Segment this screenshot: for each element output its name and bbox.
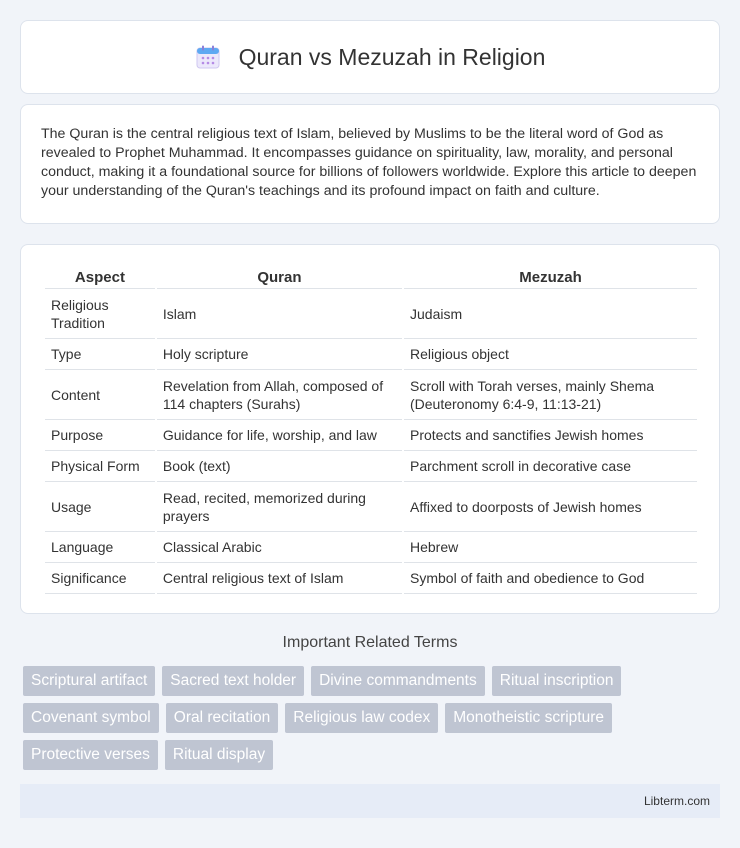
quran-cell: Central religious text of Islam <box>157 563 402 594</box>
quran-cell: Islam <box>157 289 402 339</box>
header-aspect: Aspect <box>45 265 155 289</box>
aspect-cell: Purpose <box>45 420 155 451</box>
term-tag[interactable]: Monotheistic scripture <box>445 703 612 733</box>
aspect-cell: Physical Form <box>45 451 155 482</box>
quran-cell: Read, recited, memorized during prayers <box>157 482 402 532</box>
quran-cell: Guidance for life, worship, and law <box>157 420 402 451</box>
aspect-cell: Religious Tradition <box>45 289 155 339</box>
table-header-row <box>45 265 697 289</box>
term-tag[interactable]: Divine commandments <box>311 666 485 696</box>
mezuzah-cell: Religious object <box>404 339 697 370</box>
quran-cell: Classical Arabic <box>157 532 402 563</box>
term-row <box>23 666 723 696</box>
header-quran: Quran <box>157 265 402 289</box>
aspect-cell: Content <box>45 370 155 420</box>
mezuzah-cell: Affixed to doorposts of Jewish homes <box>404 482 697 532</box>
aspect-cell: Language <box>45 532 155 563</box>
term-tag[interactable]: Ritual display <box>165 740 273 770</box>
related-terms <box>23 666 723 777</box>
intro-paragraph: The Quran is the central religious text of Islam, believed by Muslims to be the literal word of God as revealed to Prophet Muhammad. It encompasses guidance on spirituality, law, morality, and personal conduct, making it a foundational source for billions of followers worldwide. Explore this article to deepen your understanding of the Quran's teachings and its profound impact on faith and culture. <box>41 126 697 199</box>
mezuzah-cell: Hebrew <box>404 532 697 563</box>
table-row <box>45 420 697 451</box>
term-tag[interactable]: Oral recitation <box>166 703 278 733</box>
header-mezuzah: Mezuzah <box>404 265 697 289</box>
term-tag[interactable]: Scriptural artifact <box>23 666 155 696</box>
term-tag[interactable]: Protective verses <box>23 740 158 770</box>
page-title: Quran vs Mezuzah in Religion <box>238 43 546 70</box>
aspect-cell: Significance <box>45 563 155 594</box>
table-row <box>45 339 697 370</box>
quran-cell: Holy scripture <box>157 339 402 370</box>
quran-cell: Book (text) <box>157 451 402 482</box>
term-tag[interactable]: Ritual inscription <box>492 666 622 696</box>
comparison-card <box>20 244 720 614</box>
table-row <box>45 532 697 563</box>
term-tag[interactable]: Sacred text holder <box>162 666 304 696</box>
mezuzah-cell: Symbol of faith and obedience to God <box>404 563 697 594</box>
aspect-cell: Usage <box>45 482 155 532</box>
footer-brand-link[interactable]: Libterm.com <box>643 794 710 808</box>
term-row <box>23 703 723 733</box>
table-row <box>45 289 697 339</box>
table-row <box>45 563 697 594</box>
mezuzah-cell: Protects and sanctifies Jewish homes <box>404 420 697 451</box>
table-row <box>45 451 697 482</box>
quran-cell: Revelation from Allah, composed of 114 chapters (Surahs) <box>157 370 402 420</box>
related-terms-title: Important Related Terms <box>282 634 458 651</box>
aspect-cell: Type <box>45 339 155 370</box>
title-wrap <box>195 44 546 71</box>
mezuzah-cell: Judaism <box>404 289 697 339</box>
calendar-icon <box>195 44 221 70</box>
comparison-table <box>43 265 699 594</box>
term-row <box>23 740 723 770</box>
mezuzah-cell: Scroll with Torah verses, mainly Shema (Deuteronomy 6:4-9, 11:13-21) <box>404 370 697 420</box>
term-tag[interactable]: Religious law codex <box>285 703 438 733</box>
footer <box>20 784 720 818</box>
intro-card <box>20 104 720 224</box>
header-card <box>20 20 720 94</box>
table-row <box>45 482 697 532</box>
mezuzah-cell: Parchment scroll in decorative case <box>404 451 697 482</box>
term-tag[interactable]: Covenant symbol <box>23 703 159 733</box>
table-row <box>45 370 697 420</box>
